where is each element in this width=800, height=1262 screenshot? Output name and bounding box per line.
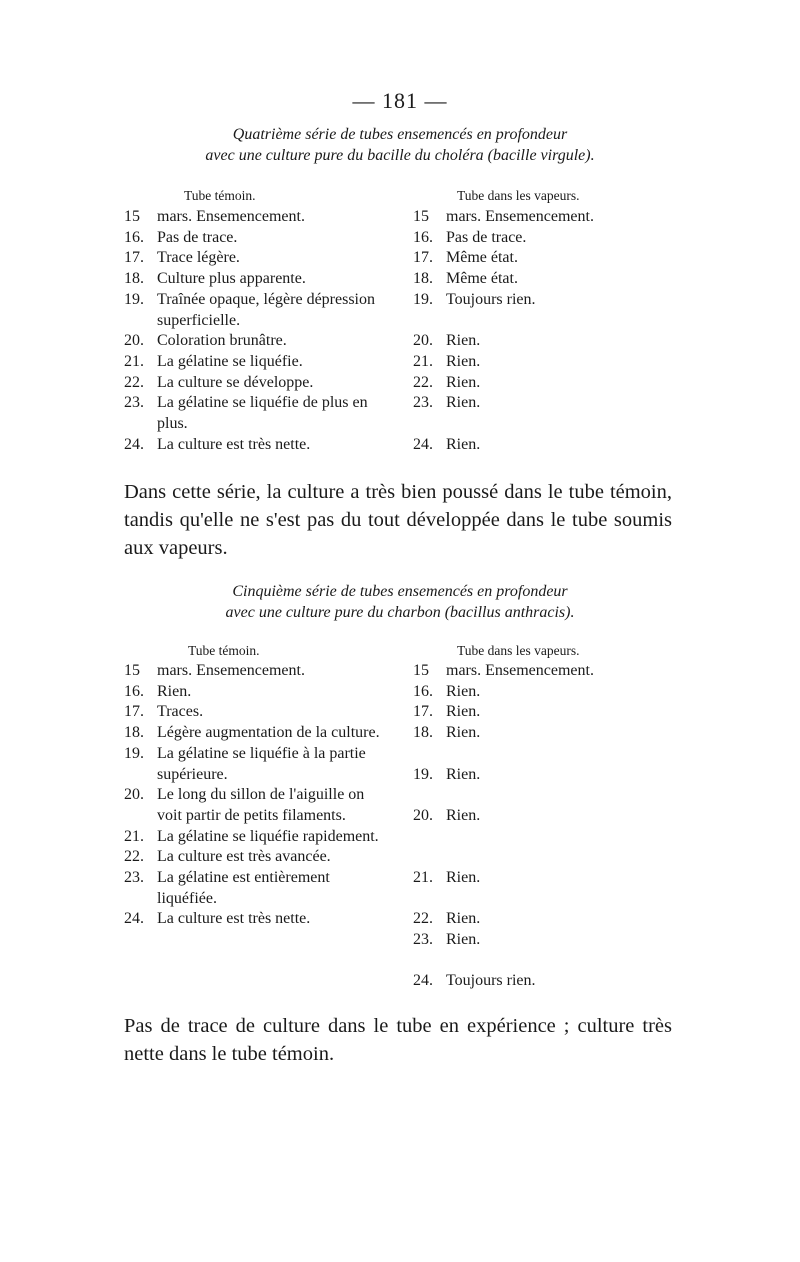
series5-right-header: Tube dans les vapeurs. bbox=[457, 643, 580, 658]
entry-text: Toujours rien. bbox=[446, 290, 536, 308]
list-item bbox=[413, 661, 643, 682]
entry-number: 18. bbox=[124, 724, 144, 742]
entry-number: 16. bbox=[413, 682, 433, 700]
entry-text: La gélatine se liquéfie. bbox=[157, 352, 303, 370]
page-number: — 181 — bbox=[352, 88, 448, 113]
entry-text: mars. Ensemencement. bbox=[157, 662, 305, 679]
entry-number: 19. bbox=[413, 765, 433, 783]
list-item bbox=[124, 785, 389, 826]
entry-text: Trace légère. bbox=[157, 249, 240, 267]
list-item bbox=[124, 393, 402, 434]
entry-text: mars. Ensemencement. bbox=[157, 208, 305, 225]
series4-heading-line1: Quatrième série de tubes ensemencés en profondeur bbox=[232, 126, 568, 143]
entry-text: Toujours rien. bbox=[446, 972, 536, 990]
entry-number: 17. bbox=[124, 703, 144, 721]
entry-number: 22. bbox=[124, 373, 144, 391]
list-item bbox=[124, 228, 402, 249]
entry-number: 19. bbox=[124, 744, 144, 762]
list-item bbox=[413, 228, 643, 249]
entry-number: 24. bbox=[124, 910, 144, 928]
list-item bbox=[413, 868, 643, 889]
entry-number: 16. bbox=[124, 228, 144, 246]
entry-number: 21. bbox=[124, 352, 144, 370]
list-item bbox=[124, 661, 389, 682]
list-item bbox=[124, 827, 389, 848]
entry-text: Rien. bbox=[446, 703, 481, 721]
entry-number: 15 bbox=[124, 208, 140, 225]
list-item bbox=[413, 682, 643, 703]
series5-conclusion: Pas de trace de culture dans le tube en expérience ; culture très nette dans le tube témoin. bbox=[124, 1015, 672, 1065]
entry-number: 22. bbox=[413, 910, 433, 928]
entry-number: 22. bbox=[124, 848, 144, 866]
list-item bbox=[124, 248, 402, 269]
entry-number: 16. bbox=[124, 682, 144, 700]
list-item bbox=[413, 930, 643, 951]
entry-number: 21. bbox=[124, 827, 144, 845]
entry-number: 19. bbox=[124, 290, 144, 308]
entry-number: 15 bbox=[413, 662, 429, 679]
entry-number: 23. bbox=[124, 394, 144, 412]
entry-text: Rien. bbox=[446, 435, 481, 453]
list-item bbox=[124, 847, 389, 868]
entry-number: 18. bbox=[124, 270, 144, 288]
series5-heading bbox=[0, 581, 800, 623]
entry-number: 23. bbox=[413, 931, 433, 949]
entry-text: Même état. bbox=[446, 249, 518, 267]
list-item bbox=[124, 352, 402, 373]
list-item bbox=[413, 971, 643, 992]
entry-text: Pas de trace. bbox=[446, 228, 527, 246]
entry-text: Coloration brunâtre. bbox=[157, 332, 287, 350]
series5-heading-line2: avec une culture pure du charbon (bacillus anthracis). bbox=[225, 604, 575, 621]
entry-text: La gélatine se liquéfie rapidement. bbox=[157, 827, 379, 845]
list-item bbox=[124, 868, 389, 909]
entry-number: 24. bbox=[413, 972, 433, 990]
entry-number: 19. bbox=[413, 290, 433, 308]
list-item bbox=[124, 723, 389, 744]
list-item bbox=[124, 269, 402, 290]
entry-text: Rien. bbox=[446, 373, 481, 391]
entry-text: La gélatine est entièrement liquéfiée. bbox=[157, 869, 330, 907]
series4-left-column bbox=[124, 207, 402, 455]
list-item bbox=[413, 248, 643, 269]
list-item bbox=[124, 702, 389, 723]
entry-number: 21. bbox=[413, 868, 433, 886]
list-item bbox=[124, 207, 402, 228]
list-item bbox=[124, 435, 402, 456]
entry-number: 23. bbox=[413, 394, 433, 412]
entry-text: Rien. bbox=[446, 868, 481, 886]
list-item bbox=[413, 765, 643, 786]
series4-left-header: Tube témoin. bbox=[184, 188, 256, 203]
entry-number: 20. bbox=[124, 786, 144, 804]
entry-number: 17. bbox=[124, 249, 144, 267]
entry-text: Rien. bbox=[157, 682, 192, 700]
entry-text: Rien. bbox=[446, 806, 481, 824]
entry-text: Culture plus apparente. bbox=[157, 270, 306, 288]
entry-number: 23. bbox=[124, 869, 144, 887]
entry-number: 21. bbox=[413, 352, 433, 370]
entry-text: Traînée opaque, légère dépression superficielle. bbox=[157, 290, 375, 329]
entry-number: 20. bbox=[413, 332, 433, 350]
entry-text: La culture est très nette. bbox=[157, 435, 311, 453]
entry-text: La gélatine se liquéfie à la partie supérieure. bbox=[157, 744, 366, 783]
list-item bbox=[413, 331, 643, 352]
entry-number: 22. bbox=[413, 373, 433, 391]
list-item bbox=[413, 290, 643, 311]
list-item bbox=[413, 269, 643, 290]
entry-number: 24. bbox=[413, 435, 433, 453]
entry-number: 15 bbox=[413, 208, 429, 225]
entry-text: La culture est très avancée. bbox=[157, 848, 331, 866]
series5-right-column bbox=[413, 661, 643, 992]
list-item bbox=[413, 909, 643, 930]
entry-text: Rien. bbox=[446, 724, 481, 742]
list-item bbox=[124, 744, 389, 785]
entry-number: 18. bbox=[413, 270, 433, 288]
list-item bbox=[413, 702, 643, 723]
list-item bbox=[413, 393, 643, 414]
entry-text: Même état. bbox=[446, 270, 518, 288]
list-item bbox=[413, 435, 643, 456]
entry-text: Rien. bbox=[446, 931, 481, 949]
entry-text: La culture se développe. bbox=[157, 373, 314, 391]
entry-text: Pas de trace. bbox=[157, 228, 238, 246]
entry-number: 16. bbox=[413, 228, 433, 246]
series5-left-column bbox=[124, 661, 389, 930]
entry-text: mars. Ensemencement. bbox=[446, 662, 594, 679]
list-item bbox=[413, 373, 643, 394]
list-item bbox=[413, 723, 643, 744]
entry-number: 17. bbox=[413, 703, 433, 721]
series4-conclusion: Dans cette série, la culture a très bien poussé dans le tube témoin, tandis qu'elle ne s'est pas du tout développée dans le tube soumis aux vapeurs. bbox=[124, 481, 672, 559]
entry-number: 20. bbox=[413, 806, 433, 824]
series4-right-header: Tube dans les vapeurs. bbox=[457, 188, 580, 203]
entry-number: 20. bbox=[124, 332, 144, 350]
series5-heading-line1: Cinquième série de tubes ensemencés en profondeur bbox=[232, 583, 568, 600]
entry-text: Rien. bbox=[446, 682, 481, 700]
list-item bbox=[124, 331, 402, 352]
entry-text: La gélatine se liquéfie de plus en plus. bbox=[157, 394, 368, 433]
entry-text: Rien. bbox=[446, 332, 481, 350]
list-item bbox=[413, 352, 643, 373]
entry-text: Légère augmentation de la culture. bbox=[157, 724, 380, 742]
entry-text: Rien. bbox=[446, 394, 481, 412]
series4-right-column bbox=[413, 207, 643, 455]
list-item bbox=[413, 207, 643, 228]
entry-text: La culture est très nette. bbox=[157, 910, 311, 928]
entry-number: 18. bbox=[413, 724, 433, 742]
series4-heading-line2: avec une culture pure du bacille du choléra (bacille virgule). bbox=[205, 147, 595, 164]
list-item bbox=[124, 682, 389, 703]
list-item bbox=[124, 290, 402, 331]
entry-number: 17. bbox=[413, 249, 433, 267]
entry-text: Traces. bbox=[157, 703, 204, 721]
list-item bbox=[124, 373, 402, 394]
entry-number: 24. bbox=[124, 435, 144, 453]
entry-text: Rien. bbox=[446, 352, 481, 370]
series4-heading bbox=[0, 124, 800, 166]
entry-text: Rien. bbox=[446, 765, 481, 783]
entry-text: Le long du sillon de l'aiguille on voit partir de petits filaments. bbox=[157, 786, 365, 824]
entry-text: mars. Ensemencement. bbox=[446, 208, 594, 225]
entry-number: 15 bbox=[124, 662, 140, 679]
list-item bbox=[124, 909, 389, 930]
entry-text: Rien. bbox=[446, 910, 481, 928]
series5-left-header: Tube témoin. bbox=[188, 643, 260, 658]
list-item bbox=[413, 806, 643, 827]
